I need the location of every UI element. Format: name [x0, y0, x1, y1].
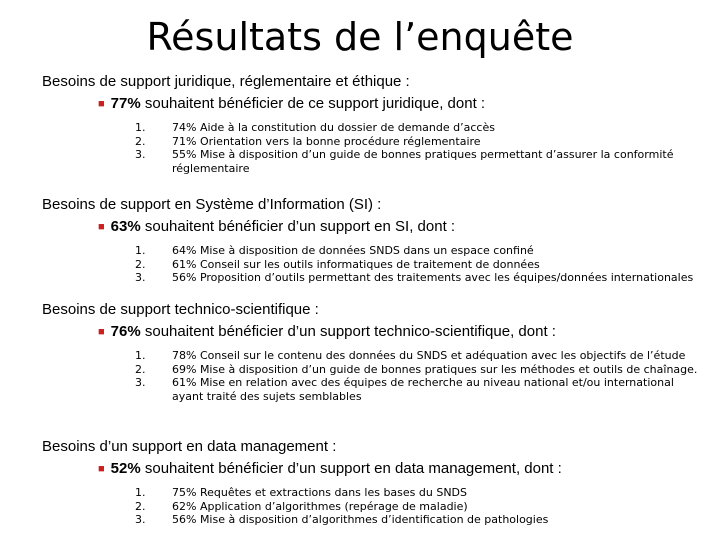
section-heading: Besoins de support en Système d’Information (SI) :	[42, 196, 382, 213]
item-number: 3.	[135, 513, 146, 526]
list-item	[135, 500, 702, 514]
item-number: 1.	[135, 349, 146, 362]
list-item	[135, 148, 702, 175]
item-number: 3.	[135, 148, 146, 161]
list-item	[135, 349, 702, 363]
section-heading: Besoins d’un support en data management :	[42, 438, 337, 455]
section-data-management	[42, 437, 702, 527]
item-number: 2.	[135, 499, 146, 513]
item-number: 1.	[135, 486, 146, 499]
summary-percentage: 52%	[110, 460, 141, 477]
item-number: 3.	[135, 376, 146, 389]
section-heading: Besoins de support juridique, réglementaire et éthique :	[42, 73, 410, 90]
square-bullet-icon: ■	[98, 221, 105, 233]
item-text: 74% Aide à la constitution du dossier de demande d’accès	[172, 121, 495, 134]
section-summary	[98, 459, 702, 479]
item-number: 2.	[135, 257, 146, 271]
summary-percentage: 76%	[110, 323, 141, 340]
item-text: 78% Conseil sur le contenu des données du SNDS et adéquation avec les objectifs de l’étude	[172, 349, 686, 362]
square-bullet-icon: ■	[98, 326, 105, 338]
list-item	[135, 271, 702, 285]
page-title: Résultats de l’enquête	[146, 15, 574, 59]
section-summary	[98, 322, 702, 342]
item-text: 56% Mise à disposition d’algorithmes d’identification de pathologies	[172, 513, 549, 526]
item-text: 55% Mise à disposition d’un guide de bonnes pratiques permettant d’assurer la conformité réglementaire	[172, 148, 674, 175]
list-item	[135, 513, 702, 527]
item-number: 3.	[135, 271, 146, 284]
summary-text: souhaitent bénéficier de ce support juridique, dont :	[140, 95, 486, 112]
list-item	[135, 135, 702, 149]
list-item	[135, 244, 702, 258]
summary-text: souhaitent bénéficier d’un support technico-scientifique, dont :	[140, 323, 556, 340]
item-text: 71% Orientation vers la bonne procédure réglementaire	[172, 134, 481, 148]
section-summary	[98, 217, 702, 237]
item-list	[135, 244, 702, 285]
summary-percentage: 63%	[110, 218, 141, 235]
item-list	[135, 121, 702, 175]
item-text: 61% Mise en relation avec des équipes de recherche au niveau national et/ou international ayant traité des sujets semblables	[172, 376, 674, 403]
summary-text: souhaitent bénéficier d’un support en data management, dont :	[140, 460, 562, 477]
square-bullet-icon: ■	[98, 98, 105, 110]
item-text: 69% Mise à disposition d’un guide de bonnes pratiques sur les méthodes et outils de chaînage.	[172, 362, 698, 376]
section-si	[42, 195, 702, 285]
square-bullet-icon: ■	[98, 463, 105, 475]
list-item	[135, 486, 702, 500]
item-list	[135, 349, 702, 403]
section-summary	[98, 94, 702, 114]
item-list	[135, 486, 702, 527]
item-text: 56% Proposition d’outils permettant des traitements avec les équipes/données internationales	[172, 271, 694, 284]
list-item	[135, 121, 702, 135]
summary-percentage: 77%	[110, 95, 141, 112]
item-text: 61% Conseil sur les outils informatiques de traitement de données	[172, 257, 540, 271]
section-juridique	[42, 72, 702, 175]
section-technico-scientifique	[42, 300, 702, 403]
item-text: 62% Application d’algorithmes (repérage de maladie)	[172, 499, 468, 513]
item-text: 75% Requêtes et extractions dans les bases du SNDS	[172, 486, 468, 499]
item-number: 2.	[135, 362, 146, 376]
list-item	[135, 363, 702, 377]
item-number: 2.	[135, 134, 146, 148]
item-number: 1.	[135, 121, 146, 134]
section-heading: Besoins de support technico-scientifique :	[42, 301, 319, 318]
item-number: 1.	[135, 244, 146, 257]
summary-text: souhaitent bénéficier d’un support en SI, dont :	[140, 218, 456, 235]
list-item	[135, 258, 702, 272]
list-item	[135, 376, 702, 403]
item-text: 64% Mise à disposition de données SNDS dans un espace confiné	[172, 244, 534, 257]
